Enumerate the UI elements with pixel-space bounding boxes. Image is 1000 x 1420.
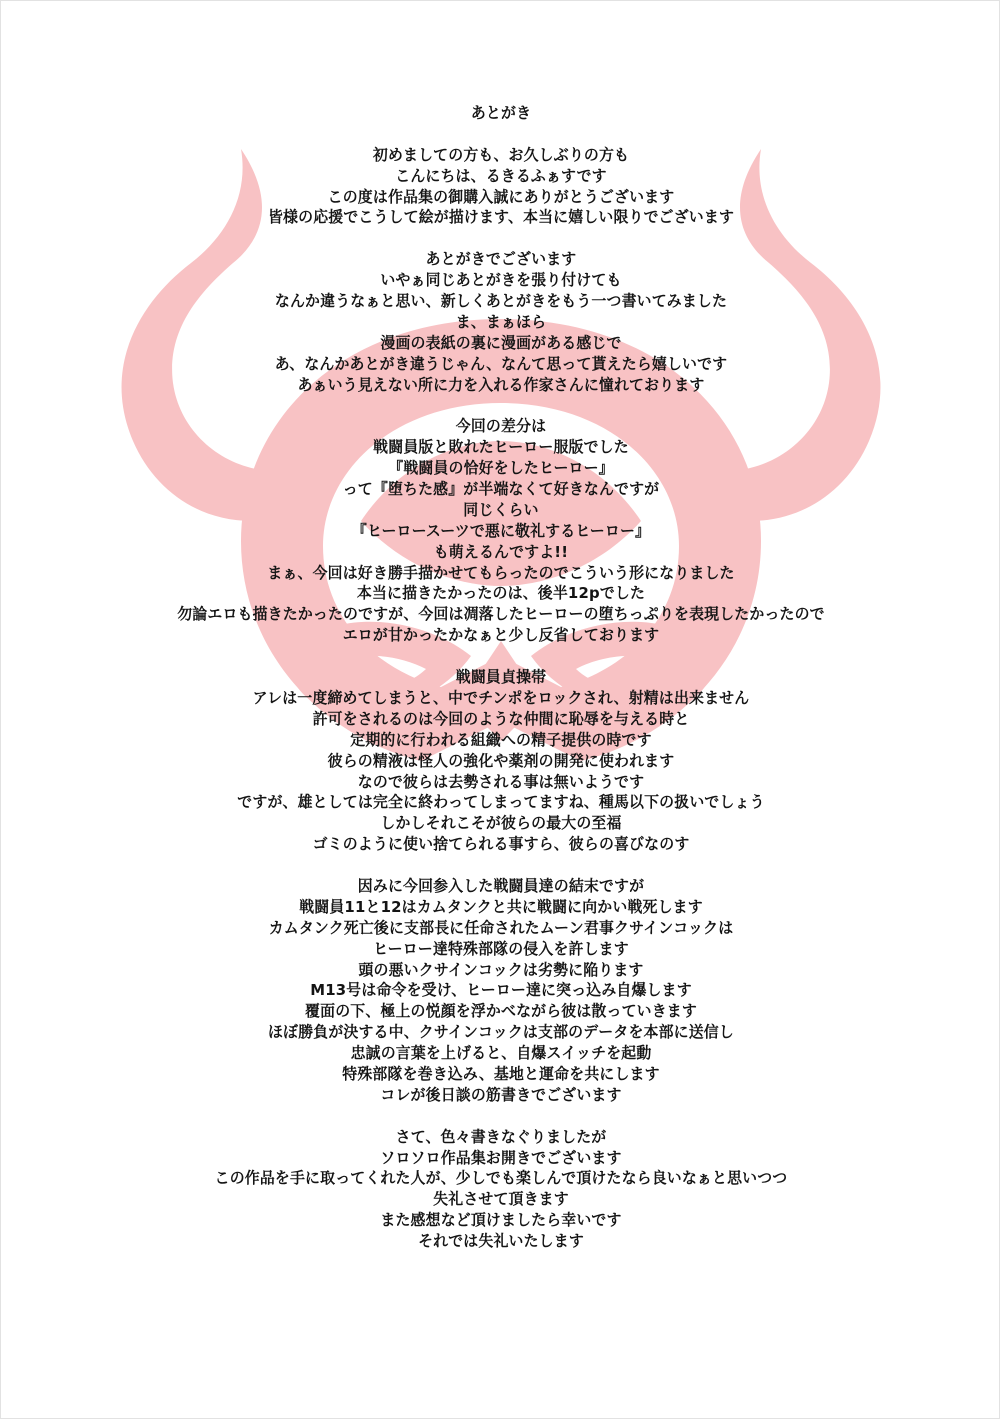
- afterword-line: 忠誠の言葉を上げると、自爆スイッチを起動: [350, 1044, 652, 1063]
- afterword-line: [21, 1106, 981, 1127]
- afterword-text: [1, 103, 1000, 1252]
- afterword-line: ですが、雄としては完全に終わってしまってますね、種馬以下の扱いでしょう: [237, 793, 765, 812]
- afterword-line: カムタンク死亡後に支部長に任命されたムーン君事クサインコックは: [268, 918, 734, 937]
- afterword-title: あとがき: [470, 104, 532, 122]
- afterword-line: なんか違うなぁと思い、新しくあとがきをもう一つ書いてみました: [274, 292, 728, 311]
- afterword-line: 彼らの精液は怪人の強化や薬剤の開発に使われます: [327, 751, 675, 770]
- afterword-line: ヒーロー達特殊部隊の侵入を許します: [373, 939, 629, 958]
- afterword-line: この度は作品集の御購入誠にありがとうございます: [327, 187, 675, 206]
- afterword-line: コレが後日談の筋書きでございます: [380, 1085, 622, 1104]
- afterword-line: 勿論エロも描きたかったのですが、今回は凋落したヒーローの堕ちっぷりを表現したかったので: [177, 605, 825, 624]
- afterword-line: M13号は命令を受け、ヒーロー達に突っ込み自爆します: [310, 981, 692, 1000]
- afterword-line: 『戦闘員の恰好をしたヒーロー』: [388, 459, 614, 478]
- afterword-line: 特殊部隊を巻き込み、基地と運命を共にします: [342, 1064, 660, 1083]
- afterword-line: アレは一度締めてしまうと、中でチンポをロックされ、射精は出来ません: [252, 688, 750, 707]
- afterword-line: 『ヒーロースーツで悪に敬礼するヒーロー』: [351, 521, 651, 540]
- afterword-line: 因みに今回参入した戦闘員達の結末ですが: [357, 876, 645, 895]
- afterword-line: まぁ、今回は好き勝手描かせてもらったのでこういう形になりました: [267, 563, 735, 582]
- afterword-line: 本当に描きたかったのは、後半12pでした: [356, 584, 646, 603]
- afterword-line: あ、なんかあとがき違うじゃん、なんて思って貰えたら嬉しいです: [274, 354, 728, 373]
- afterword-line: また感想など頂けましたら幸いです: [380, 1211, 622, 1230]
- afterword-line: 戦闘員貞操帯: [455, 668, 547, 687]
- afterword-line: 許可をされるのは今回のような仲間に恥辱を与える時と: [312, 709, 690, 728]
- afterword-line: 同じくらい: [463, 500, 539, 519]
- afterword-line: こんにちは、るきるふぁすです: [395, 166, 607, 185]
- afterword-line: エロが甘かったかなぁと少し反省しております: [342, 626, 660, 645]
- afterword-line: いやぁ同じあとがきを張り付けても: [380, 271, 622, 290]
- afterword-line: [21, 646, 981, 667]
- afterword-line: 皆様の応援でこうして絵が描けます、本当に嬉しい限りでございます: [267, 208, 735, 227]
- afterword-line: [21, 124, 981, 145]
- afterword-line: なので彼らは去勢される事は無いようです: [357, 772, 645, 791]
- afterword-line: [21, 855, 981, 876]
- afterword-line: 戦闘員11と12はカムタンクと共に戦闘に向かい戦死します: [299, 897, 703, 916]
- afterword-line: ま、まぁほら: [455, 312, 547, 331]
- afterword-line: 初めましての方も、お久しぶりの方も: [372, 145, 630, 164]
- afterword-line: ほぼ勝負が決する中、クサインコックは支部のデータを本部に送信し: [268, 1023, 734, 1042]
- afterword-line: ゴミのように使い捨てられる事すら、彼らの喜びなのす: [312, 835, 690, 854]
- afterword-line: って『堕ちた感』が半端なくて好きなんですが: [342, 480, 660, 499]
- afterword-line: 今回の差分は: [455, 417, 547, 436]
- afterword-line: 漫画の表紙の裏に漫画がある感じで: [380, 333, 622, 352]
- afterword-line: あぁいう見えない所に力を入れる作家さんに憧れております: [297, 375, 705, 394]
- afterword-line: さて、色々書きなぐりましたが: [395, 1127, 607, 1146]
- afterword-line: 失礼させて頂きます: [433, 1190, 569, 1209]
- afterword-line: も萌えるんですよ!!: [433, 542, 569, 561]
- afterword-line: ソロソロ作品集お開きでございます: [380, 1148, 622, 1167]
- afterword-line: 戦闘員版と敗れたヒーロー服版でした: [373, 438, 629, 457]
- afterword-line: あとがきでございます: [425, 250, 577, 269]
- afterword-line: 定期的に行われる組織への精子提供の時です: [350, 730, 652, 749]
- afterword-line: しかしそれこそが彼らの最大の至福: [380, 814, 622, 833]
- afterword-line: 頭の悪いクサインコックは劣勢に陥ります: [358, 960, 644, 979]
- afterword-line: この作品を手に取ってくれた人が、少しでも楽しんで頂けたなら良いなぁと思いつつ: [214, 1169, 788, 1188]
- afterword-line: [21, 395, 981, 416]
- afterword-line: [21, 228, 981, 249]
- afterword-line: 覆面の下、極上の悦顔を浮かべながら彼は散っていきます: [305, 1002, 697, 1021]
- afterword-line: それでは失礼いたします: [418, 1232, 584, 1251]
